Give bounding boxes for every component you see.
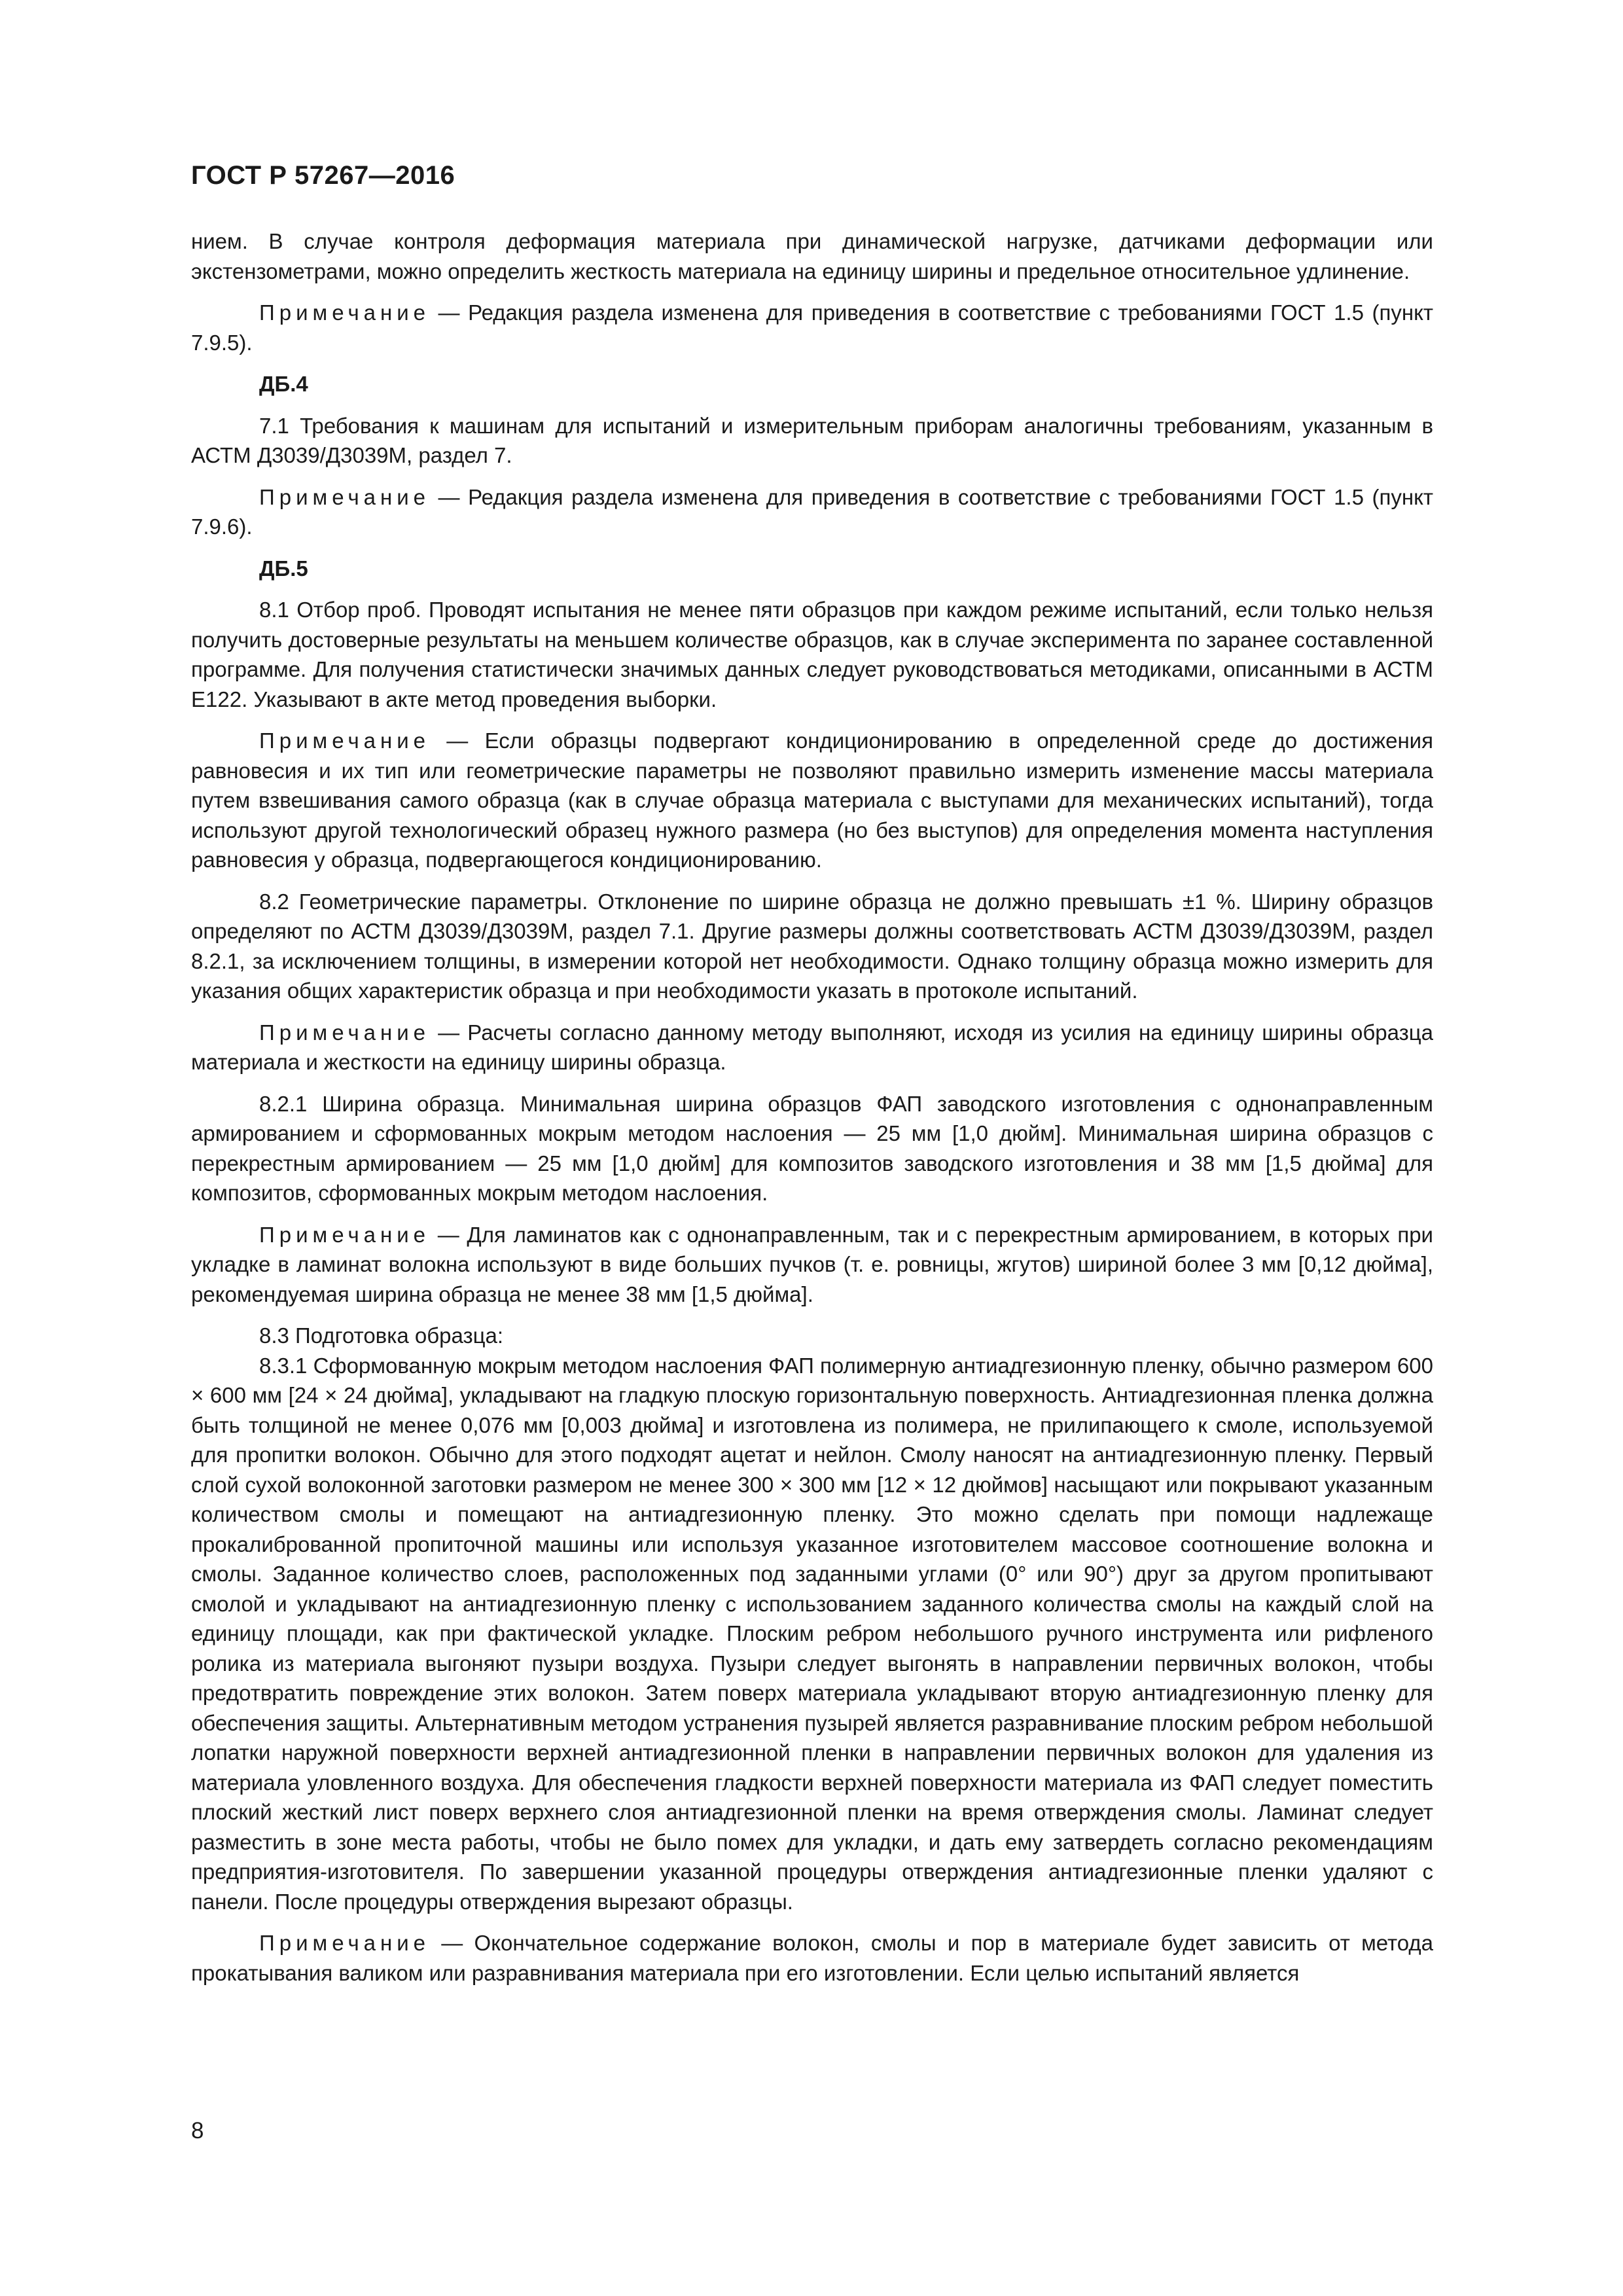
note-label: Примечание bbox=[259, 300, 431, 325]
section-heading: ДБ.5 bbox=[259, 556, 308, 581]
note-paragraph bbox=[191, 482, 1433, 542]
note-label: Примечание bbox=[259, 728, 431, 753]
document-code-header: ГОСТ Р 57267—2016 bbox=[191, 161, 455, 190]
page-number: 8 bbox=[191, 2118, 204, 2144]
note-paragraph bbox=[191, 1928, 1433, 1988]
note-text: — Редакция раздела изменена для приведения в соответствие с требованиями ГОСТ 1.5 (пункт 7.9.5). bbox=[191, 300, 1433, 355]
body-paragraph: 8.2 Геометрические параметры. Отклонение по ширине образца не должно превышать ±1 %. Ширину образцов определяют по АСТМ Д3039/Д3039М, раздел 7.1. Другие размеры должны соответствовать АСТМ Д3039/Д3039М, раздел 8.2.1, за исключением толщины, в измерении которой нет необходимости. Однако толщину образца можно измерить для указания общих характеристик образца и при необходимости указать в протоколе испытаний. bbox=[191, 889, 1433, 1003]
note-label: Примечание bbox=[259, 1222, 431, 1247]
body-paragraph: нием. В случае контроля деформация материала при динамической нагрузке, датчиками деформации или экстензометрами, можно определить жесткость материала на единицу ширины и предельное относительное удлинение. bbox=[191, 229, 1433, 283]
note-label: Примечание bbox=[259, 484, 431, 509]
document-body bbox=[191, 226, 1433, 1988]
note-text: — Окончательное содержание волокон, смолы и пор в материале будет зависить от метода прокатывания валиком или разравнивания материала при его изготовлении. Если целью испытаний является bbox=[191, 1931, 1433, 1985]
section-heading: ДБ.4 bbox=[259, 372, 308, 396]
note-text: — Расчеты согласно данному методу выполняют, исходя из усилия на единицу ширины образца материала и жесткости на единицу ширины образца. bbox=[191, 1020, 1433, 1074]
body-paragraph: 8.1 Отбор проб. Проводят испытания не менее пяти образцов при каждом режиме испытаний, если только нельзя получить достоверные результаты на меньшем количестве образцов, как в случае эксперимента по заранее составленной программе. Для получения статистически значимых данных следует руководствоваться методиками, описанными в АСТМ Е122. Указывают в акте метод проведения выборки. bbox=[191, 598, 1433, 711]
body-paragraph: 7.1 Требования к машинам для испытаний и измерительным приборам аналогичны требованиям, указанным в АСТМ Д3039/Д3039М, раздел 7. bbox=[191, 413, 1433, 467]
note-paragraph bbox=[191, 1220, 1433, 1310]
note-label: Примечание bbox=[259, 1020, 431, 1045]
note-label: Примечание bbox=[259, 1931, 431, 1955]
note-text: — Для ламинатов как с однонаправленным, так и с перекрестным армированием, в которых при укладке в ламинат волокна используют в виде больших пучков (т. е. ровницы, жгутов) шириной более 3 мм [0,12 дюйма], рекомендуемая ширина образца не менее 38 мм [1,5 дюйма]. bbox=[191, 1222, 1433, 1306]
body-paragraph: 8.3.1 Сформованную мокрым методом наслоения ФАП полимерную антиадгезионную пленку, обычно размером 600 × 600 мм [24 × 24 дюйма], укладывают на гладкую плоскую горизонтальную поверхность. Антиадгезионная пленка должна быть толщиной не менее 0,076 мм [0,003 дюйма] и изготовлена из полимера, не прилипающего к смоле, используемой для пропитки волокон. Обычно для этого подходят ацетат и нейлон. Смолу наносят на антиадгезионную пленку. Первый слой сухой волоконной заготовки размером не менее 300 × 300 мм [12 × 12 дюймов] насыщают или покрывают указанным количеством смолы и помещают на антиадгезионную пленку. Это можно сделать при помощи надлежаще прокалиброванной пропиточной машины или используя указанное изготовителем массовое соотношение волокна и смолы. Заданное количество слоев, расположенных под заданными углами (0° или 90°) друг за другом пропитывают смолой и укладывают на антиадгезионную пленку с использованием заданного количества смолы на каждый слой на единицу площади, как при фактической укладке. Плоским ребром небольшого ручного инструмента или рифленого ролика из материала выгоняют пузыри воздуха. Пузыри следует выгонять в направлении первичных волокон, чтобы предотвратить повреждение этих волокон. Затем поверх материала укладывают вторую антиадгезионную пленку для обеспечения защиты. Альтернативным методом устранения пузырей является разравнивание плоским ребром небольшой лопатки наружной поверхности верхней антиадгезионной пленки в направлении первичных волокон для удаления из материала уловленного воздуха. Для обеспечения гладкости верхней поверхности материала из ФАП следует поместить плоский жесткий лист поверх верхнего слоя антиадгезионной пленки на время отверждения смолы. Ламинат следует разместить в зоне места работы, чтобы не было помех для укладки, и дать ему затвердеть согласно рекомендациям предприятия-изготовителя. По завершении указанной процедуры отверждения антиадгезионные пленки удаляют с панели. После процедуры отверждения вырезают образцы. bbox=[191, 1353, 1433, 1914]
note-text: — Если образцы подвергают кондиционированию в определенной среде до достижения равновесия и их тип или геометрические параметры не позволяют правильно измерить изменение массы материала путем взвешивания самого образца (как в случае образца материала с выступами для механических испытаний), тогда используют другой технологический образец нужного размера (но без выступов) для определения момента наступления равновесия у образца, подвергающегося кондиционированию. bbox=[191, 728, 1433, 872]
note-paragraph bbox=[191, 1018, 1433, 1077]
body-paragraph: 8.2.1 Ширина образца. Минимальная ширина образцов ФАП заводского изготовления с однонаправленным армированием и сформованных мокрым методом наслоения — 25 мм [1,0 дюйм]. Минимальная ширина образцов с перекрестным армированием — 25 мм [1,0 дюйм] для композитов заводского изготовления и 38 мм [1,5 дюйма] для композитов, сформованных мокрым методом наслоения. bbox=[191, 1091, 1433, 1205]
body-paragraph: 8.3 Подготовка образца: bbox=[259, 1323, 504, 1348]
note-text: — Редакция раздела изменена для приведения в соответствие с требованиями ГОСТ 1.5 (пункт 7.9.6). bbox=[191, 484, 1433, 539]
note-paragraph bbox=[191, 298, 1433, 357]
note-paragraph bbox=[191, 726, 1433, 875]
